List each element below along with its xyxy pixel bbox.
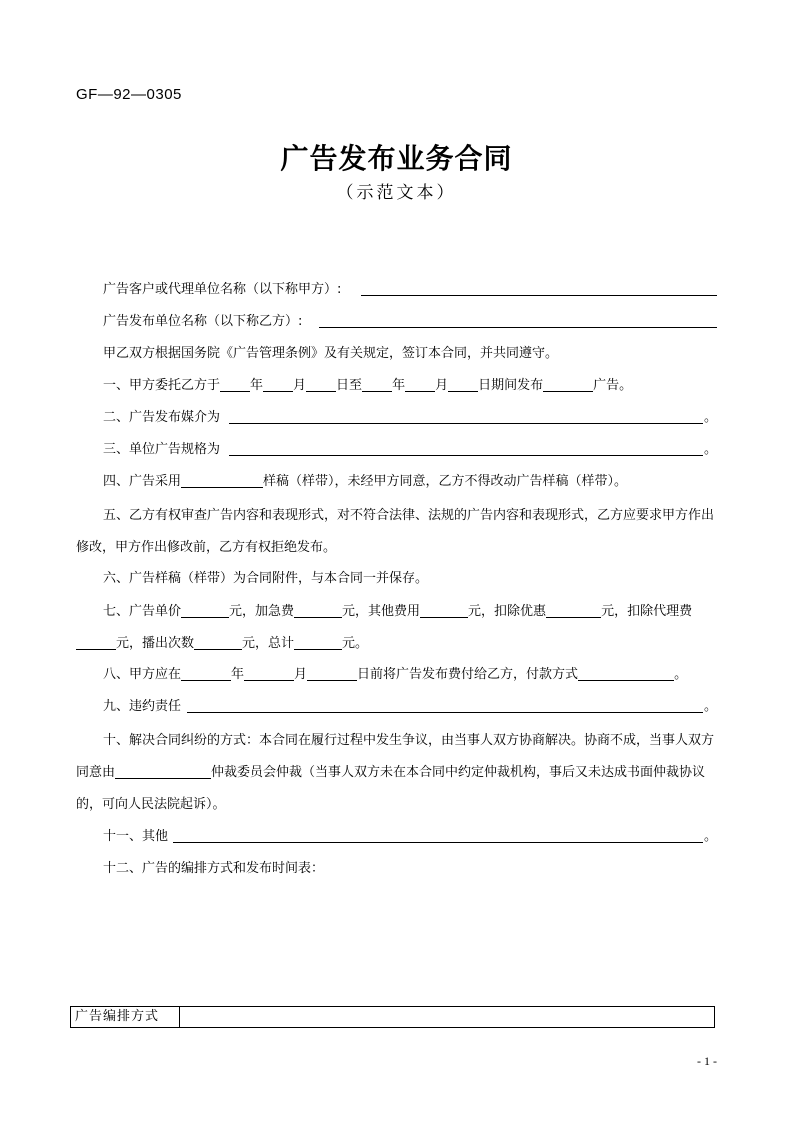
- end-day-field[interactable]: [448, 377, 478, 392]
- intro-line: [103, 345, 717, 363]
- page-subtitle: （示范文本）: [336, 183, 457, 203]
- arbitration-field[interactable]: [115, 764, 211, 779]
- schedule-table: [70, 1006, 715, 1028]
- clause-4-text: 四、广告采用: [103, 474, 182, 489]
- urgent-fee-field[interactable]: [294, 603, 342, 618]
- clause-11-end: 。: [703, 829, 717, 844]
- clause-5: [76, 500, 717, 564]
- party-a-line: [103, 281, 717, 299]
- agency-fee-field[interactable]: [76, 635, 116, 650]
- clause-3-label: 三、单位广告规格为: [103, 442, 221, 457]
- clause-12-text: 十二、广告的编排方式和发布时间表：: [103, 861, 325, 876]
- clause-1-month-text: 月: [293, 378, 307, 393]
- sample-type-field[interactable]: [181, 473, 263, 488]
- clause-6-text: 六、广告样稿（样带）为合同附件，与本合同一并保存。: [103, 571, 429, 586]
- clause-7-discount-text: 元，扣除优惠: [468, 604, 547, 619]
- clause-4: [103, 473, 717, 491]
- clause-7-agency-text: 元，扣除代理: [601, 604, 680, 619]
- clause-1-month2-text: 月: [435, 378, 449, 393]
- clause-12: [103, 860, 717, 878]
- clause-7-fee-text: 费: [679, 604, 707, 619]
- page-number: - 1 -: [697, 1054, 717, 1068]
- end-year-field[interactable]: [362, 377, 392, 392]
- clause-3: [103, 441, 717, 459]
- clause-8: [103, 666, 717, 684]
- party-a-field[interactable]: [361, 295, 717, 296]
- clause-8-end: 。: [674, 667, 688, 682]
- media-field[interactable]: [229, 423, 703, 424]
- breach-field[interactable]: [187, 712, 703, 713]
- party-b-field[interactable]: [319, 327, 717, 328]
- clause-10: [76, 725, 717, 821]
- page-title: 广告发布业务合同: [280, 142, 513, 175]
- clause-11-label: 十一、其他: [103, 829, 169, 844]
- clause-7: [76, 596, 717, 660]
- clause-10-text: 十、解决合同纠纷的方式：本合同在履行过程中发生争议，由当事人双方协商解决。协商不成，当事人双方同意由: [76, 733, 715, 780]
- clause-7-end-text: 元。: [342, 636, 369, 651]
- clause-8-pay-text: 日前将广告发布费付给乙方，付款方式: [357, 667, 579, 682]
- other-fee-field[interactable]: [420, 603, 468, 618]
- clause-8-year-text: 年: [231, 667, 245, 682]
- clause-2-end: 。: [703, 410, 717, 425]
- clause-3-end: 。: [703, 442, 717, 457]
- clause-6: [103, 570, 717, 588]
- payment-method-field[interactable]: [578, 666, 674, 681]
- clause-8-month-text: 月: [294, 667, 308, 682]
- clause-7-other-text: 元，其他费用: [342, 604, 421, 619]
- clause-1-year-text: 年: [250, 378, 264, 393]
- clause-10-text-2: 仲裁委员会仲裁（当事人双方未在本合同中约定仲裁机构，事后又未达成书面仲裁协议的，可向人民法院起诉）。: [76, 765, 706, 812]
- doc-code: GF—92—0305: [76, 86, 182, 103]
- start-year-field[interactable]: [220, 377, 250, 392]
- clause-1: [103, 377, 733, 395]
- clause-9: [103, 698, 717, 716]
- clause-5-text: 五、乙方有权审查广告内容和表现形式，对不符合法律、法规的广告内容和表现形式，乙方应要求甲方作出修改，甲方作出修改前，乙方有权拒绝发布。: [76, 508, 715, 555]
- spec-field[interactable]: [229, 455, 703, 456]
- party-b-label: 广告发布单位名称（以下称乙方）:: [103, 314, 303, 329]
- clause-2: [103, 409, 717, 427]
- clause-1-period-text: 日期间发布: [478, 378, 544, 393]
- party-b-line: [103, 313, 717, 331]
- clause-1-ad-text: 广告。: [593, 378, 633, 393]
- clause-8-text: 八、甲方应在: [103, 667, 182, 682]
- unit-price-field[interactable]: [181, 603, 229, 618]
- discount-field[interactable]: [546, 603, 601, 618]
- clause-7-urgent-text: 元，加急费: [229, 604, 295, 619]
- clause-1-dayto-text: 日至: [336, 378, 363, 393]
- pay-day-field[interactable]: [307, 666, 357, 681]
- ad-name-field[interactable]: [543, 377, 593, 392]
- other-terms-field[interactable]: [173, 842, 703, 843]
- clause-7-times-text: 元，播出次数: [116, 636, 195, 651]
- total-field[interactable]: [294, 635, 342, 650]
- schedule-value-cell[interactable]: [180, 1007, 714, 1027]
- intro-text: 甲乙双方根据国务院《广告管理条例》及有关规定，签订本合同，并共同遵守。: [103, 346, 559, 361]
- clause-7-total-text: 元，总计: [242, 636, 295, 651]
- clause-11: [103, 828, 717, 846]
- end-month-field[interactable]: [405, 377, 435, 392]
- clause-9-end: 。: [703, 699, 717, 714]
- schedule-label-cell: 广告编排方式: [71, 1007, 180, 1027]
- pay-year-field[interactable]: [181, 666, 231, 681]
- party-a-label: 广告客户或代理单位名称（以下称甲方）:: [103, 282, 342, 297]
- start-month-field[interactable]: [263, 377, 293, 392]
- pay-month-field[interactable]: [244, 666, 294, 681]
- clause-7-text: 七、广告单价: [103, 604, 182, 619]
- broadcast-times-field[interactable]: [194, 635, 242, 650]
- start-day-field[interactable]: [306, 377, 336, 392]
- clause-1-year2-text: 年: [392, 378, 406, 393]
- clause-4-text-2: 样稿（样带），未经甲方同意，乙方不得改动广告样稿（样带）。: [263, 474, 628, 489]
- clause-1-text: 一、甲方委托乙方于: [103, 378, 221, 393]
- clause-9-label: 九、违约责任: [103, 699, 182, 714]
- clause-2-label: 二、广告发布媒介为: [103, 410, 221, 425]
